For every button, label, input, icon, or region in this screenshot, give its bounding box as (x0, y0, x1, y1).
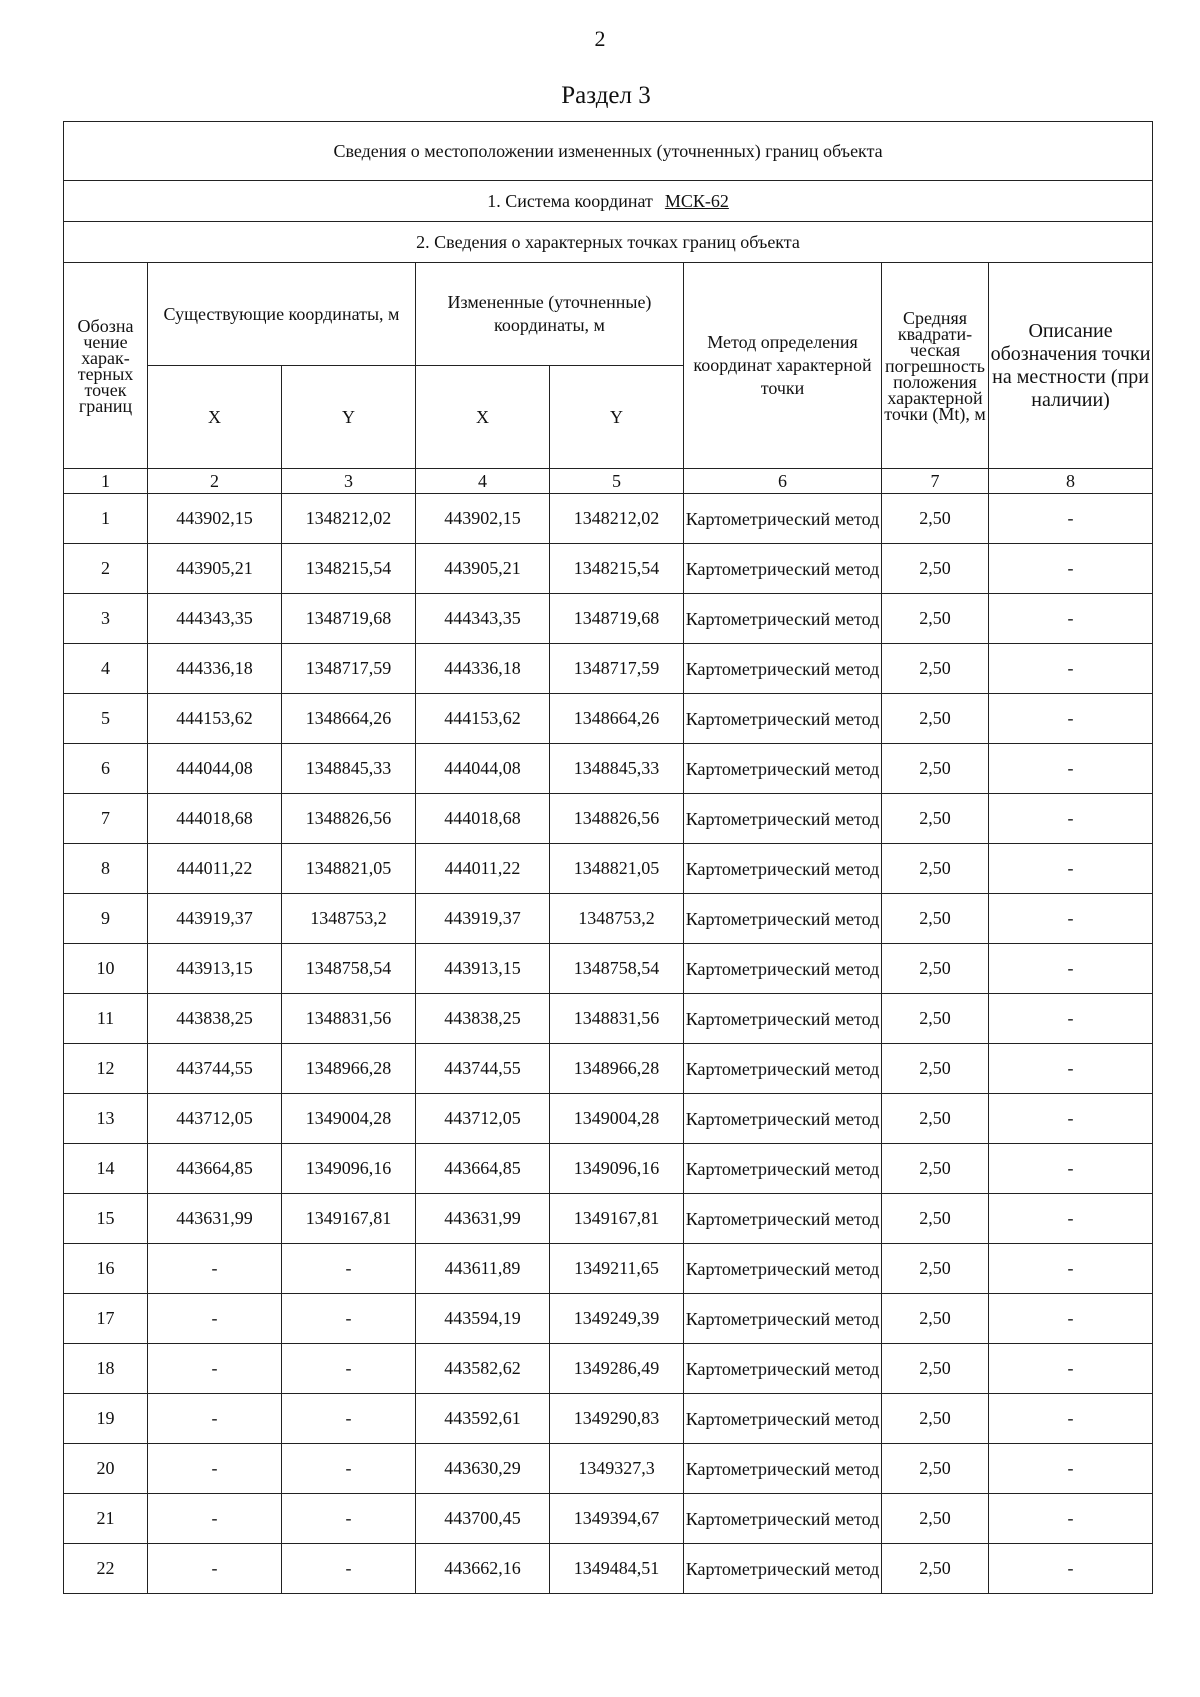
changed-x-cell: 443902,15 (416, 494, 550, 544)
point-number-cell: 16 (64, 1244, 148, 1294)
existing-x-cell: 443838,25 (148, 994, 282, 1044)
changed-x-cell: 443913,15 (416, 944, 550, 994)
table-row (64, 794, 1153, 844)
coord-system-row (64, 181, 1153, 222)
column-number: 5 (550, 469, 684, 494)
existing-x-cell: - (148, 1444, 282, 1494)
changed-x-cell: 443664,85 (416, 1144, 550, 1194)
point-number-cell: 4 (64, 644, 148, 694)
error-cell: 2,50 (882, 1244, 989, 1294)
table-row (64, 1444, 1153, 1494)
existing-x-cell: 443905,21 (148, 544, 282, 594)
boundary-points-table (63, 121, 1153, 1594)
existing-y-cell: 1348215,54 (282, 544, 416, 594)
changed-y-cell: 1348845,33 (550, 744, 684, 794)
existing-x-cell: 443744,55 (148, 1044, 282, 1094)
point-number-cell: 19 (64, 1394, 148, 1444)
method-cell: Картометрический метод (684, 1294, 882, 1344)
column-number: 4 (416, 469, 550, 494)
existing-y-cell: 1348719,68 (282, 594, 416, 644)
changed-y-cell: 1349211,65 (550, 1244, 684, 1294)
description-cell: - (989, 1144, 1153, 1194)
point-number-cell: 18 (64, 1344, 148, 1394)
method-cell: Картометрический метод (684, 844, 882, 894)
description-cell: - (989, 1494, 1153, 1544)
table-row (64, 1294, 1153, 1344)
changed-x-cell: 443611,89 (416, 1244, 550, 1294)
table-row (64, 994, 1153, 1044)
point-number-cell: 7 (64, 794, 148, 844)
changed-x-cell: 443700,45 (416, 1494, 550, 1544)
table-row (64, 894, 1153, 944)
existing-y-cell: 1348845,33 (282, 744, 416, 794)
table-row (64, 594, 1153, 644)
description-cell: - (989, 1394, 1153, 1444)
error-cell: 2,50 (882, 544, 989, 594)
changed-x-cell: 443712,05 (416, 1094, 550, 1144)
error-cell: 2,50 (882, 744, 989, 794)
method-cell: Картометрический метод (684, 594, 882, 644)
existing-y-cell: 1348821,05 (282, 844, 416, 894)
method-cell: Картометрический метод (684, 694, 882, 744)
error-cell: 2,50 (882, 1044, 989, 1094)
error-cell: 2,50 (882, 894, 989, 944)
points-section-label: 2. Сведения о характерных точках границ объекта (64, 222, 1153, 263)
table-row (64, 1544, 1153, 1594)
existing-x-cell: 444018,68 (148, 794, 282, 844)
changed-x-cell: 444018,68 (416, 794, 550, 844)
table-row (64, 644, 1153, 694)
column-number: 2 (148, 469, 282, 494)
point-number-cell: 17 (64, 1294, 148, 1344)
coord-system-value: МСК-62 (664, 190, 729, 211)
changed-y-cell: 1348212,02 (550, 494, 684, 544)
error-cell: 2,50 (882, 1494, 989, 1544)
changed-y-cell: 1349394,67 (550, 1494, 684, 1544)
changed-y-cell: 1349484,51 (550, 1544, 684, 1594)
existing-y-cell: - (282, 1394, 416, 1444)
point-number-cell: 2 (64, 544, 148, 594)
changed-y-cell: 1349286,49 (550, 1344, 684, 1394)
existing-y-cell: - (282, 1494, 416, 1544)
header-existing-x: X (148, 366, 282, 469)
existing-y-cell: 1348966,28 (282, 1044, 416, 1094)
description-cell: - (989, 494, 1153, 544)
existing-y-cell: 1349096,16 (282, 1144, 416, 1194)
existing-y-cell: - (282, 1294, 416, 1344)
table-title: Сведения о местоположении измененных (уточненных) границ объекта (64, 122, 1153, 181)
method-cell: Картометрический метод (684, 1394, 882, 1444)
changed-x-cell: 444153,62 (416, 694, 550, 744)
changed-x-cell: 443582,62 (416, 1344, 550, 1394)
changed-x-cell: 443838,25 (416, 994, 550, 1044)
changed-y-cell: 1348664,26 (550, 694, 684, 744)
changed-y-cell: 1348966,28 (550, 1044, 684, 1094)
changed-y-cell: 1348719,68 (550, 594, 684, 644)
method-cell: Картометрический метод (684, 1544, 882, 1594)
point-number-cell: 15 (64, 1194, 148, 1244)
description-cell: - (989, 1294, 1153, 1344)
method-cell: Картометрический метод (684, 944, 882, 994)
method-cell: Картометрический метод (684, 794, 882, 844)
existing-x-cell: - (148, 1244, 282, 1294)
point-number-cell: 3 (64, 594, 148, 644)
description-cell: - (989, 594, 1153, 644)
header-description: Описание обозначения точки на местности (при наличии) (989, 263, 1153, 469)
point-number-cell: 14 (64, 1144, 148, 1194)
description-cell: - (989, 944, 1153, 994)
existing-y-cell: 1348212,02 (282, 494, 416, 544)
changed-y-cell: 1349327,3 (550, 1444, 684, 1494)
method-cell: Картометрический метод (684, 744, 882, 794)
changed-x-cell: 444011,22 (416, 844, 550, 894)
method-cell: Картометрический метод (684, 1444, 882, 1494)
changed-x-cell: 443905,21 (416, 544, 550, 594)
existing-y-cell: 1348717,59 (282, 644, 416, 694)
table-row (64, 544, 1153, 594)
table-row (64, 1344, 1153, 1394)
point-number-cell: 20 (64, 1444, 148, 1494)
changed-y-cell: 1348717,59 (550, 644, 684, 694)
existing-y-cell: 1349004,28 (282, 1094, 416, 1144)
existing-y-cell: 1348831,56 (282, 994, 416, 1044)
coord-system-label: 1. Система координат (487, 190, 653, 211)
point-number-cell: 12 (64, 1044, 148, 1094)
point-number-cell: 10 (64, 944, 148, 994)
changed-x-cell: 443744,55 (416, 1044, 550, 1094)
table-row (64, 1094, 1153, 1144)
error-cell: 2,50 (882, 1344, 989, 1394)
table-row (64, 1194, 1153, 1244)
method-cell: Картометрический метод (684, 994, 882, 1044)
table-row (64, 694, 1153, 744)
changed-y-cell: 1348821,05 (550, 844, 684, 894)
existing-y-cell: - (282, 1244, 416, 1294)
point-number-cell: 6 (64, 744, 148, 794)
error-cell: 2,50 (882, 844, 989, 894)
existing-y-cell: - (282, 1344, 416, 1394)
existing-y-cell: 1348826,56 (282, 794, 416, 844)
error-cell: 2,50 (882, 694, 989, 744)
existing-x-cell: 443631,99 (148, 1194, 282, 1244)
existing-x-cell: 443919,37 (148, 894, 282, 944)
error-cell: 2,50 (882, 944, 989, 994)
error-cell: 2,50 (882, 1544, 989, 1594)
error-cell: 2,50 (882, 1144, 989, 1194)
method-cell: Картометрический метод (684, 1044, 882, 1094)
header-changed-y: Y (550, 366, 684, 469)
method-cell: Картометрический метод (684, 1244, 882, 1294)
table-row (64, 1044, 1153, 1094)
existing-x-cell: 444044,08 (148, 744, 282, 794)
existing-x-cell: - (148, 1394, 282, 1444)
table-row (64, 844, 1153, 894)
changed-x-cell: 444336,18 (416, 644, 550, 694)
changed-x-cell: 443919,37 (416, 894, 550, 944)
description-cell: - (989, 794, 1153, 844)
changed-x-cell: 443631,99 (416, 1194, 550, 1244)
table-row (64, 1244, 1153, 1294)
description-cell: - (989, 1094, 1153, 1144)
column-number: 7 (882, 469, 989, 494)
changed-x-cell: 443592,61 (416, 1394, 550, 1444)
existing-x-cell: 444011,22 (148, 844, 282, 894)
table-row (64, 1144, 1153, 1194)
changed-x-cell: 443662,16 (416, 1544, 550, 1594)
changed-y-cell: 1348831,56 (550, 994, 684, 1044)
existing-x-cell: - (148, 1544, 282, 1594)
existing-x-cell: 443902,15 (148, 494, 282, 544)
changed-y-cell: 1349167,81 (550, 1194, 684, 1244)
description-cell: - (989, 844, 1153, 894)
changed-y-cell: 1348753,2 (550, 894, 684, 944)
column-number: 3 (282, 469, 416, 494)
existing-x-cell: 443712,05 (148, 1094, 282, 1144)
table-row (64, 944, 1153, 994)
existing-y-cell: 1348758,54 (282, 944, 416, 994)
header-existing-coords: Существующие координаты, м (148, 263, 416, 366)
existing-x-cell: 443913,15 (148, 944, 282, 994)
changed-y-cell: 1348758,54 (550, 944, 684, 994)
changed-y-cell: 1349096,16 (550, 1144, 684, 1194)
method-cell: Картометрический метод (684, 544, 882, 594)
changed-y-cell: 1349004,28 (550, 1094, 684, 1144)
error-cell: 2,50 (882, 494, 989, 544)
changed-x-cell: 443594,19 (416, 1294, 550, 1344)
method-cell: Картометрический метод (684, 644, 882, 694)
header-method: Метод определения координат характерной точки (684, 263, 882, 469)
changed-x-cell: 443630,29 (416, 1444, 550, 1494)
error-cell: 2,50 (882, 1394, 989, 1444)
description-cell: - (989, 544, 1153, 594)
changed-x-cell: 444343,35 (416, 594, 550, 644)
table-row (64, 744, 1153, 794)
error-cell: 2,50 (882, 1444, 989, 1494)
changed-y-cell: 1349290,83 (550, 1394, 684, 1444)
description-cell: - (989, 994, 1153, 1044)
header-changed-x: X (416, 366, 550, 469)
point-number-cell: 13 (64, 1094, 148, 1144)
changed-y-cell: 1348215,54 (550, 544, 684, 594)
error-cell: 2,50 (882, 1294, 989, 1344)
description-cell: - (989, 1444, 1153, 1494)
table-row (64, 494, 1153, 544)
description-cell: - (989, 1344, 1153, 1394)
point-number-cell: 5 (64, 694, 148, 744)
error-cell: 2,50 (882, 644, 989, 694)
existing-x-cell: - (148, 1344, 282, 1394)
header-error: Средняя квадрати-ческая погрешность положения характерной точки (Mt), м (882, 263, 989, 469)
table-row (64, 1394, 1153, 1444)
method-cell: Картометрический метод (684, 1094, 882, 1144)
point-number-cell: 9 (64, 894, 148, 944)
changed-x-cell: 444044,08 (416, 744, 550, 794)
point-number-cell: 11 (64, 994, 148, 1044)
existing-x-cell: 444336,18 (148, 644, 282, 694)
section-title: Раздел 3 (561, 82, 651, 109)
existing-x-cell: 444343,35 (148, 594, 282, 644)
description-cell: - (989, 1194, 1153, 1244)
existing-y-cell: 1348664,26 (282, 694, 416, 744)
method-cell: Картометрический метод (684, 1344, 882, 1394)
point-number-cell: 22 (64, 1544, 148, 1594)
header-designation: Обозна чение харак-терных точек границ (64, 263, 148, 469)
description-cell: - (989, 694, 1153, 744)
description-cell: - (989, 1044, 1153, 1094)
table-row (64, 1494, 1153, 1544)
error-cell: 2,50 (882, 794, 989, 844)
existing-x-cell: 443664,85 (148, 1144, 282, 1194)
existing-y-cell: - (282, 1444, 416, 1494)
existing-x-cell: - (148, 1494, 282, 1544)
description-cell: - (989, 644, 1153, 694)
description-cell: - (989, 1544, 1153, 1594)
header-existing-y: Y (282, 366, 416, 469)
existing-x-cell: - (148, 1294, 282, 1344)
changed-y-cell: 1349249,39 (550, 1294, 684, 1344)
method-cell: Картометрический метод (684, 1144, 882, 1194)
column-numbers-row (64, 469, 1153, 494)
error-cell: 2,50 (882, 594, 989, 644)
column-number: 1 (64, 469, 148, 494)
method-cell: Картометрический метод (684, 894, 882, 944)
point-number-cell: 1 (64, 494, 148, 544)
error-cell: 2,50 (882, 1094, 989, 1144)
header-changed-coords: Измененные (уточненные) координаты, м (416, 263, 684, 366)
point-number-cell: 21 (64, 1494, 148, 1544)
column-number: 8 (989, 469, 1153, 494)
error-cell: 2,50 (882, 994, 989, 1044)
description-cell: - (989, 744, 1153, 794)
description-cell: - (989, 1244, 1153, 1294)
error-cell: 2,50 (882, 1194, 989, 1244)
point-number-cell: 8 (64, 844, 148, 894)
existing-y-cell: 1349167,81 (282, 1194, 416, 1244)
description-cell: - (989, 894, 1153, 944)
method-cell: Картометрический метод (684, 494, 882, 544)
existing-y-cell: 1348753,2 (282, 894, 416, 944)
existing-x-cell: 444153,62 (148, 694, 282, 744)
column-number: 6 (684, 469, 882, 494)
existing-y-cell: - (282, 1544, 416, 1594)
page-number: 2 (594, 26, 606, 51)
method-cell: Картометрический метод (684, 1494, 882, 1544)
method-cell: Картометрический метод (684, 1194, 882, 1244)
changed-y-cell: 1348826,56 (550, 794, 684, 844)
